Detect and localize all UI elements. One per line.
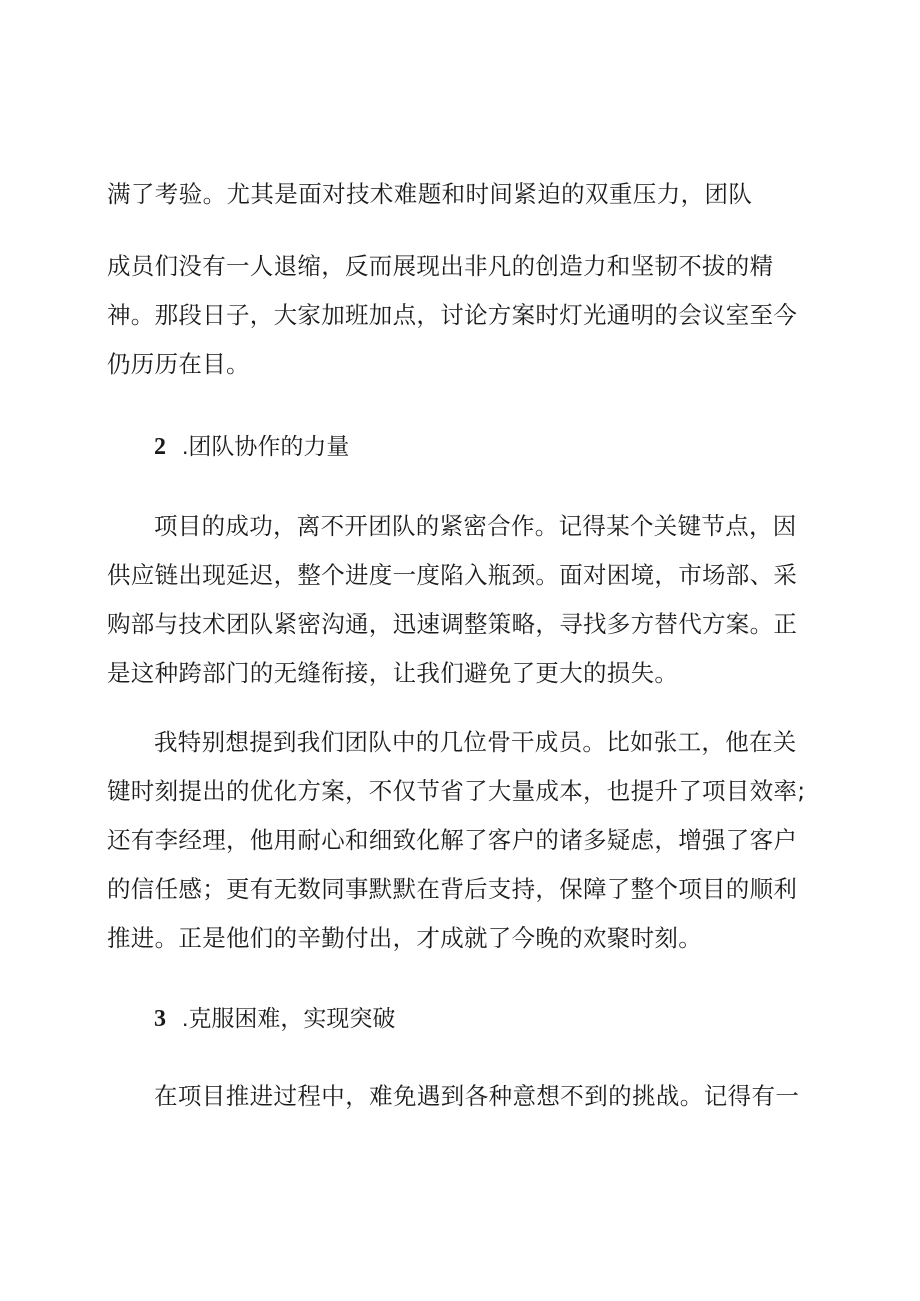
section-2-title: .团队协作的力量 <box>182 433 350 459</box>
paragraph-fragment: 满了考验。尤其是面对技术难题和时间紧迫的双重压力，团队 <box>107 180 753 208</box>
paragraph-team-spirit: 成员们没有一人退缩，反而展现出非凡的创造力和坚韧不拔的精神。那段日子，大家加班加点，讨论方案时灯光通明的会议室至今仍历历在目。 <box>107 252 798 378</box>
section-2-number: 2 <box>154 434 166 460</box>
section-3-heading <box>154 1000 395 1037</box>
paragraph-collaboration: 项目的成功，离不开团队的紧密合作。记得某个关键节点，因供应链出现延迟，整个进度一度陷入瓶颈。面对困境，市场部、采购部与技术团队紧密沟通，迅速调整策略，寻找多方替代方案。正是这种跨部门的无缝衔接，让我们避免了更大的损失。 <box>107 512 798 687</box>
paragraph-key-members: 我特别想提到我们团队中的几位骨干成员。比如张工，他在关键时刻提出的优化方案，不仅节省了大量成本，也提升了项目效率;还有李经理，他用耐心和细致化解了客户的诸多疑虑，增强了客户的信任感；更有无数同事默默在背后支持，保障了整个项目的顺利推进。正是他们的辛勤付出，才成就了今晚的欢聚时刻。 <box>107 728 806 952</box>
section-3-number: 3 <box>154 1006 166 1032</box>
section-3-title: .克服困难，实现突破 <box>182 1005 396 1031</box>
section-2-heading <box>154 428 349 465</box>
paragraph-challenges-fragment: 在项目推进过程中，难免遇到各种意想不到的挑战。记得有一 <box>154 1082 800 1110</box>
